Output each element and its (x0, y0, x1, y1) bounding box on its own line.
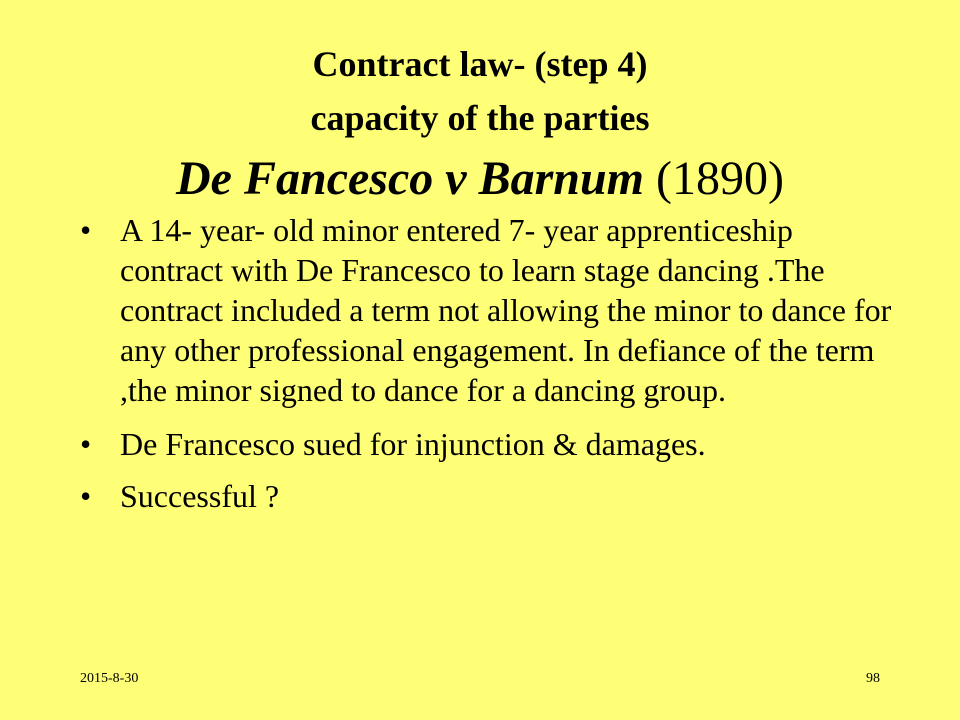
bullet-text: Successful ? (120, 478, 280, 514)
bullet-text: De Francesco sued for injunction & damages. (120, 426, 706, 462)
bullet-item (80, 424, 900, 464)
bullet-list (80, 210, 900, 516)
case-heading (0, 150, 960, 208)
footer-page-number: 98 (866, 671, 880, 686)
bullet-marker: • (80, 426, 92, 462)
bullet-item (80, 210, 900, 410)
bullet-text: A 14- year- old minor entered 7- year apprenticeship contract with De Francesco to learn stage dancing .The contract included a term not allowing the minor to dance for any other professional engagement. In defiance of the term ,the minor signed to dance for a dancing group. (120, 212, 892, 408)
case-name: De Fancesco v Barnum (176, 152, 645, 205)
slide-title-line2: capacity of the parties (310, 98, 650, 138)
slide-title-line1: Contract law- (step 4) (312, 44, 648, 84)
footer-date: 2015-8-30 (80, 671, 139, 686)
bullet-marker: • (80, 478, 92, 514)
bullet-item (80, 476, 900, 516)
bullet-marker: • (80, 212, 92, 248)
case-year: (1890) (656, 152, 784, 205)
